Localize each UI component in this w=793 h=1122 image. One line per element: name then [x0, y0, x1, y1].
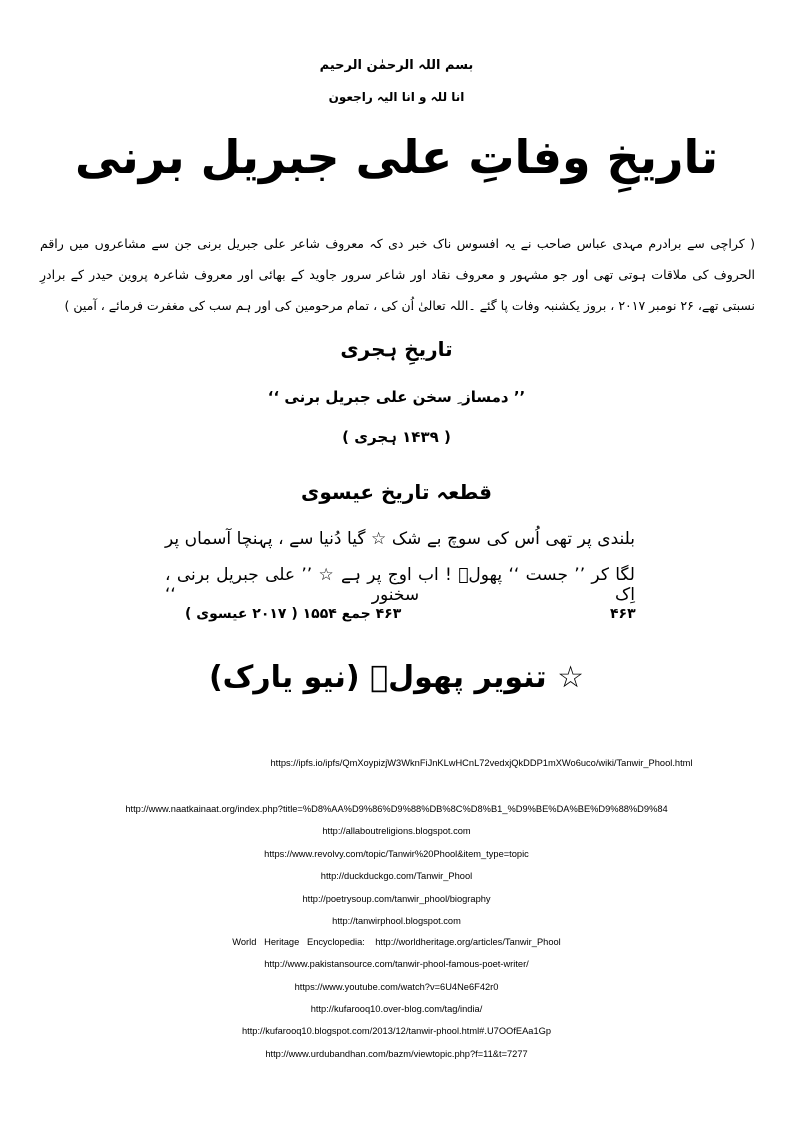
abjad-calculation: ۴۶۳ جمع ۱۵۵۴ ( ۲۰۱۷ عیسوی )	[185, 606, 402, 622]
inna-lillah: انا للہ و انا الیہ راجعون	[328, 90, 465, 104]
abjad-value-right: ۴۶۳	[610, 606, 636, 622]
reference-link[interactable]: https://www.youtube.com/watch?v=6U4Ne6F42r0	[294, 982, 499, 992]
reference-link[interactable]: http://www.pakistansource.com/tanwir-phool-famous-poet-writer/	[264, 959, 529, 969]
isvi-heading: قطعہ تاریخ عیسوی	[300, 480, 492, 504]
author-name: تنویر پھولؔ	[370, 660, 547, 695]
reference-link[interactable]: World Heritage Encyclopedia: http://worldheritage.org/articles/Tanwir_Phool	[232, 937, 561, 947]
reference-link[interactable]: http://www.naatkainaat.org/index.php?title=%D8%AA%D9%86%D9%88%DB%8C%D8%B1_%D9%BE%DA%BE%D9%88%D9%84	[125, 804, 668, 814]
hijri-heading: تاریخِ ہجری	[340, 337, 453, 361]
verse-line-2: لگا کر ’’ جست ‘‘ پھولؔ ! اب اوج پر ہے ☆ ’’ علی جبریل برنی ، اِک سخنور ‘‘	[165, 565, 635, 605]
star-icon: ☆	[557, 660, 585, 695]
reference-link[interactable]: http://tanwirphool.blogspot.com	[332, 916, 461, 926]
reference-link[interactable]: http://poetrysoup.com/tanwir_phool/biography	[302, 894, 491, 904]
reference-link[interactable]: http://duckduckgo.com/Tanwir_Phool	[320, 871, 473, 881]
reference-link[interactable]: http://kufarooq10.over-blog.com/tag/india/	[310, 1004, 483, 1014]
reference-link[interactable]: http://allaboutreligions.blogspot.com	[322, 826, 471, 836]
verse-line-1: بلندی پر تھی اُس کی سوچ بے شک ☆ گیا دُنیا سے ، پہنچا آسماں پر	[165, 529, 635, 549]
page-title: تاریخِ وفاتِ علی جبریل برنی	[74, 130, 719, 184]
reference-link[interactable]: http://kufarooq10.blogspot.com/2013/12/tanwir-phool.html#.U7OOfEAa1Gp	[241, 1026, 552, 1036]
bismillah: بسم اللہ الرحمٰن الرحیم	[319, 58, 474, 73]
author-signature	[0, 660, 793, 695]
reference-link[interactable]: https://www.revolvy.com/topic/Tanwir%20Phool&item_type=topic	[264, 849, 529, 859]
hijri-phrase: ’’ دمساز ِ سخن علی جبریل برنی ‘‘	[267, 388, 526, 406]
reference-link[interactable]: https://ipfs.io/ipfs/QmXoypizjW3WknFiJnKLwHCnL72vedxjQkDDP1mXWo6uco/wiki/Tanwir_Phool.html	[270, 758, 693, 768]
author-location: (نیو یارک)	[208, 660, 360, 695]
hijri-year: ( ۱۴۳۹ ہجری )	[342, 428, 451, 446]
reference-link[interactable]: http://www.urdubandhan.com/bazm/viewtopic.php?f=11&t=7277	[265, 1049, 528, 1059]
intro-paragraph: ( کراچی سے برادرم مہدی عباس صاحب نے یہ افسوس ناک خبر دی کہ معروف شاعر علی جبریل برنی جن سے مشاعروں میں راقم الحروف کی ملاقات ہوتی تھی اور جو مشہور و معروف نقاد اور شاعر سرور جاوید کے بھائی اور معروف شاعرہ پروین حیدر کے برادرِ نسبتی تھے، ۲۶ نومبر ۲۰۱۷ ، بروز یکشنبہ وفات پا گئے ۔اللہ تعالیٰ اُن کی ، تمام مرحومین کی اور ہم سب کی مغفرت فرمائے ، آمین )	[40, 236, 755, 313]
